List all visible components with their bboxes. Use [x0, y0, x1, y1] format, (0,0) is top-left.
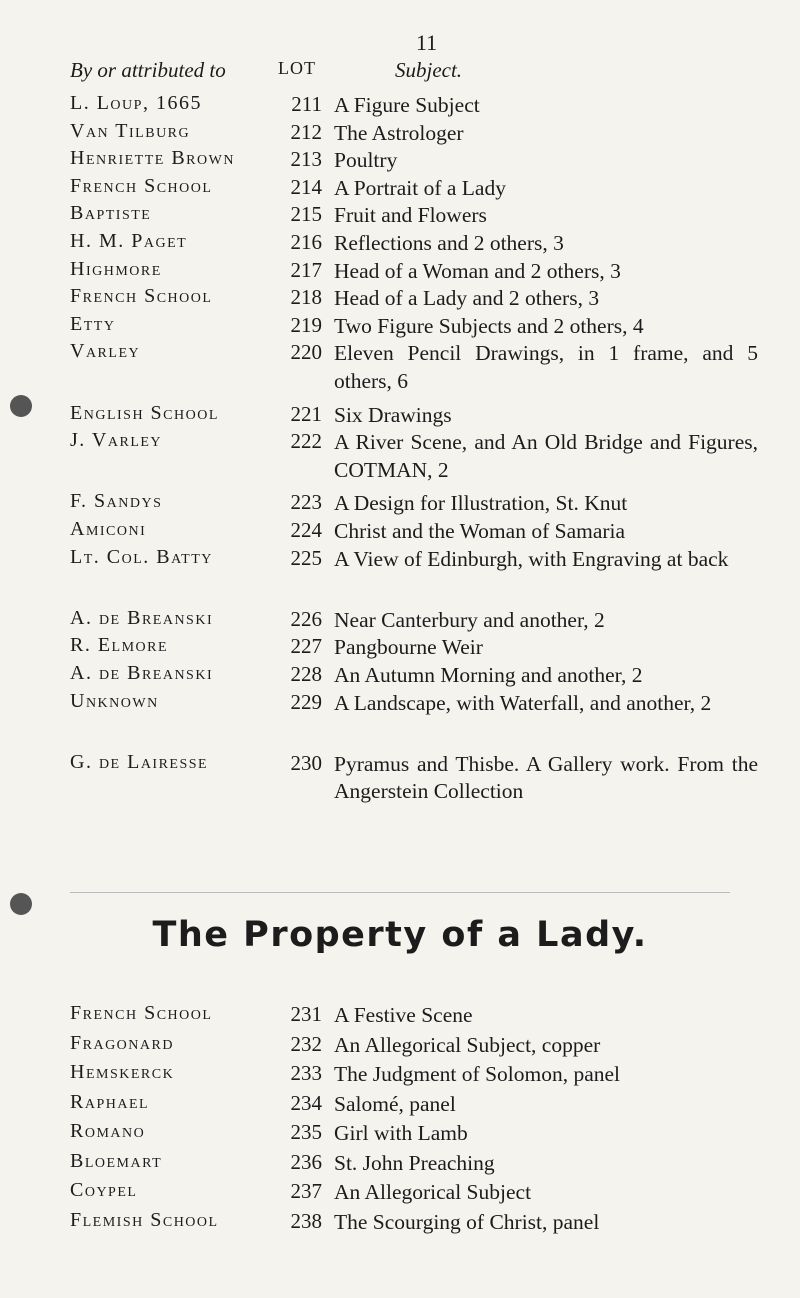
lot-subject: A View of Edinburgh, with Engraving at back [334, 546, 729, 571]
lot-subject: Pyramus and Thisbe. A Gallery work. From the Angerstein Collection [334, 751, 758, 804]
subject-column-header: Subject. [395, 58, 463, 82]
lot-subject: Six Drawings [334, 402, 452, 427]
lot-subject: The Scourging of Christ, panel [334, 1209, 600, 1234]
lot-number: 231 [290, 1002, 322, 1026]
artist-name: English School [70, 401, 219, 424]
artist-name: Bloemart [70, 1149, 163, 1172]
lot-number: 216 [290, 230, 322, 254]
lot-number: 237 [290, 1179, 322, 1203]
artist-name: G. de Lairesse [70, 750, 209, 773]
lot-number: 225 [290, 545, 322, 570]
artist-name: Unknown [70, 689, 159, 712]
artist-name: Amiconi [70, 518, 147, 540]
artist-name: Baptiste [70, 202, 152, 225]
lot-subject: An Autumn Morning and another, 2 [334, 663, 643, 687]
lot-subject: An Allegorical Subject, copper [334, 1032, 601, 1057]
lot-number: 217 [290, 257, 322, 282]
lot-number: 228 [290, 662, 322, 686]
artist-name: F. Sandys [70, 490, 163, 513]
artist-name: Coypel [70, 1179, 138, 1201]
artist-name: A. de Breanski [70, 662, 214, 684]
lot-subject: Two Figure Subjects and 2 others, 4 [334, 313, 644, 338]
lot-number: 232 [290, 1031, 322, 1056]
lot-number: 224 [290, 518, 322, 542]
artist-name: Raphael [70, 1090, 150, 1113]
lot-number: 233 [290, 1061, 322, 1085]
lot-subject: Girl with Lamb [334, 1121, 468, 1145]
artist-name: Van Tilburg [70, 119, 191, 142]
lot-subject: A Figure Subject [334, 93, 480, 117]
lot-number: 211 [291, 92, 322, 116]
binding-hole-icon [10, 395, 32, 417]
artist-name: J. Varley [70, 429, 163, 452]
artist-name: French School [70, 285, 213, 308]
lot-subject: The Judgment of Solomon, panel [334, 1062, 621, 1086]
page-number: 11 [416, 30, 438, 55]
artist-name: Lt. Col. Batty [70, 545, 213, 568]
lot-subject: Salomé, panel [334, 1091, 456, 1116]
artist-name: A. de Breanski [70, 606, 214, 629]
artist-name: Varley [70, 340, 141, 363]
lot-subject: An Allegorical Subject [334, 1180, 532, 1204]
lot-number: 230 [290, 750, 322, 775]
lot-number: 227 [290, 634, 322, 659]
artist-name: French School [70, 1002, 213, 1024]
lot-subject: Head of a Lady and 2 others, 3 [334, 286, 600, 311]
artist-name: H. M. Paget [70, 230, 188, 252]
lot-subject: Near Canterbury and another, 2 [334, 607, 605, 632]
lot-number: 214 [290, 174, 322, 199]
lot-subject: Eleven Pencil Drawings, in 1 frame, and 5 others, 6 [334, 341, 758, 393]
artist-column-header: By or attributed to [70, 58, 226, 82]
lot-subject: The Astrologer [334, 120, 464, 145]
section-divider [70, 892, 730, 893]
lot-subject: Pangbourne Weir [334, 635, 483, 660]
binding-hole-icon [10, 893, 32, 915]
lot-subject: A Festive Scene [334, 1003, 473, 1027]
property-title: The Property of a Lady. [152, 915, 648, 955]
lot-subject: Reflections and 2 others, 3 [334, 231, 564, 255]
lot-subject: A River Scene, and An Old Bridge and Figures, COTMAN, 2 [334, 430, 758, 482]
artist-name: Romano [70, 1120, 146, 1142]
artist-name: Hemskerck [70, 1061, 175, 1083]
lot-number: 218 [290, 285, 322, 310]
lot-subject: Christ and the Woman of Samaria [334, 519, 626, 543]
lot-subject: A Portrait of a Lady [334, 175, 506, 200]
lot-number: 213 [290, 147, 322, 172]
lot-number: 220 [290, 340, 322, 365]
lot-number: 234 [290, 1090, 322, 1115]
lot-subject: Fruit and Flowers [334, 203, 487, 228]
artist-name: R. Elmore [70, 634, 169, 657]
artist-name: Henriette Brown [70, 147, 235, 170]
lot-subject: A Landscape, with Waterfall, and another, 2 [334, 690, 712, 715]
artist-name: Fragonard [70, 1031, 174, 1054]
artist-name: Etty [70, 312, 116, 335]
lot-column-header: LOT [278, 58, 316, 78]
lot-number: 236 [290, 1149, 322, 1174]
lot-number: 229 [290, 689, 322, 714]
artist-name: L. Loup, 1665 [70, 92, 202, 114]
lot-number: 222 [290, 429, 322, 454]
lot-number: 212 [290, 119, 322, 144]
lot-subject: A Design for Illustration, St. Knut [334, 491, 628, 516]
artist-name: Highmore [70, 257, 162, 280]
lot-number: 235 [290, 1120, 322, 1144]
lot-subject: Head of a Woman and 2 others, 3 [334, 258, 621, 283]
lot-number: 223 [290, 490, 322, 515]
lot-subject: Poultry [334, 148, 398, 173]
lot-number: 238 [290, 1208, 322, 1233]
artist-name: Flemish School [70, 1208, 219, 1231]
lot-number: 219 [290, 312, 322, 337]
lot-number: 215 [290, 202, 322, 227]
lot-number: 226 [290, 606, 322, 631]
lot-subject: St. John Preaching [334, 1150, 495, 1175]
artist-name: French School [70, 174, 213, 197]
lot-number: 221 [290, 401, 322, 426]
